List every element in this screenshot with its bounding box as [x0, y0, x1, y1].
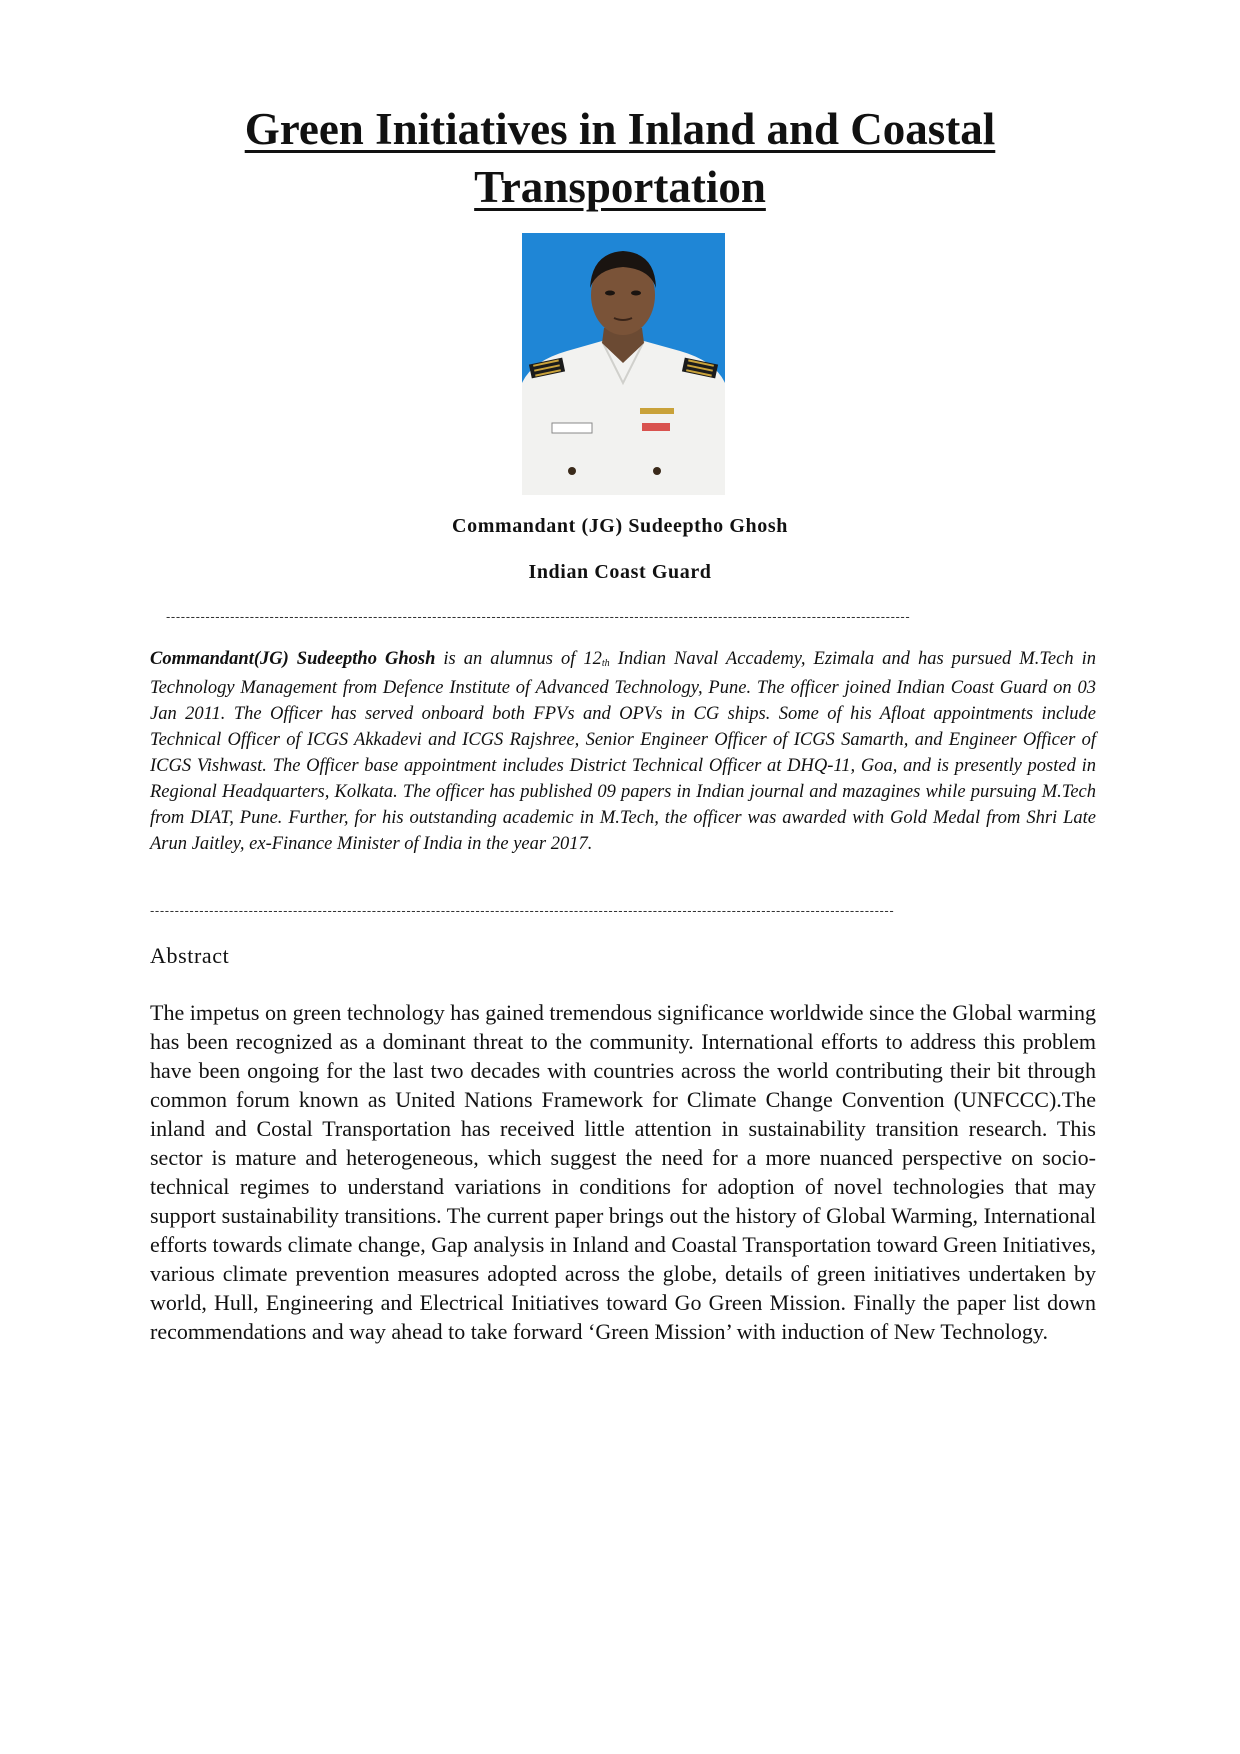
divider-bottom: -------------------------------------------------------------------------------------------------------------------------------------------------------	[150, 903, 895, 918]
author-photo	[522, 233, 725, 495]
abstract-body: The impetus on green technology has gained tremendous significance worldwide since the Global warming has been recognized as a dominant threat to the community. International efforts to address this problem have been ongoing for the last two decades with countries across the world contributing their bit through common forum known as United Nations Framework for Climate Change Convention (UNFCCC).The inland and Costal Transportation has received little attention in sustainability transition research. This sector is mature and heterogeneous, which suggest the need for a more nuanced perspective on socio-technical regimes to understand variations in conditions for adoption of novel technologies that may support sustainability transitions. The current paper brings out the history of Global Warming, International efforts towards climate change, Gap analysis in Inland and Coastal Transportation toward Green Initiatives, various climate prevention measures adopted across the globe, details of green initiatives undertaken by world, Hull, Engineering and Electrical Initiatives toward Go Green Mission. Finally the paper list down recommendations and way ahead to take forward ‘Green Mission’ with induction of New Technology.	[150, 1000, 1096, 1344]
paper-title-line-2: Transportation	[474, 162, 766, 212]
author-name: Commandant (JG) Sudeeptho Ghosh	[452, 515, 788, 537]
abstract-heading: Abstract	[150, 943, 230, 968]
paper-title-line-1: Green Initiatives in Inland and Coastal	[244, 104, 996, 154]
author-organization: Indian Coast Guard	[528, 561, 712, 583]
bio-text-part-1: is an alumnus of 12	[435, 649, 602, 669]
author-bio	[150, 646, 1096, 857]
officer-portrait-icon	[522, 233, 725, 495]
divider-top: -------------------------------------------------------------------------------------------------------------------------------------------------------	[166, 609, 911, 624]
bio-ordinal-suffix: th	[601, 658, 610, 669]
bio-text-part-2: Indian Naval Accademy, Ezimala and has pursued M.Tech in Technology Management from Defence Institute of Advanced Technology, Pune. The officer joined Indian Coast Guard on 03 Jan 2011. The Officer has served onboard both FPVs and OPVs in CG ships. Some of his Afloat appointments include Technical Officer of ICGS Akkadevi and ICGS Rajshree, Senior Engineer Officer of ICGS Samarth, and Engineer Officer of ICGS Vishwast. The Officer base appointment includes District Technical Officer at DHQ-11, Goa, and is presently posted in Regional Headquarters, Kolkata. The officer has published 09 papers in Indian journal and mazagines while pursuing M.Tech from DIAT, Pune. Further, for his outstanding academic in M.Tech, the officer was awarded with Gold Medal from Shri Late Arun Jaitley, ex-Finance Minister of India in the year 2017.	[150, 649, 1096, 854]
bio-author-name: Commandant(JG) Sudeeptho Ghosh	[150, 649, 436, 669]
